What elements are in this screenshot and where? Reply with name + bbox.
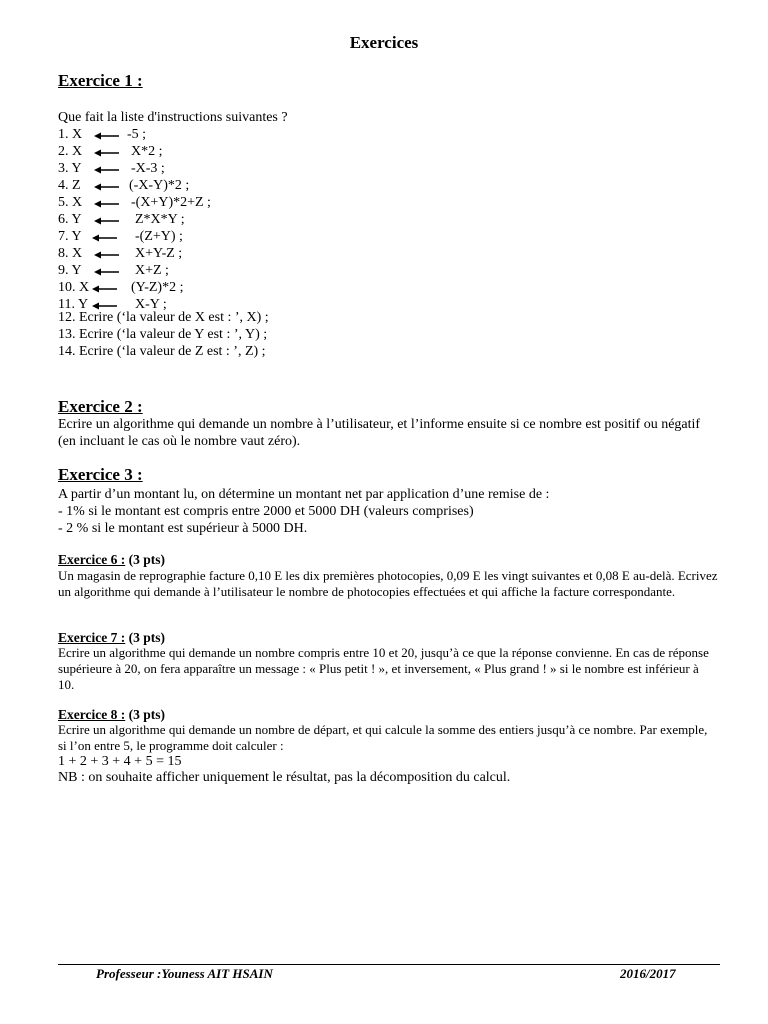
assignment-target: 7. Y bbox=[58, 229, 82, 244]
assignment-target: 8. X bbox=[58, 246, 83, 261]
assignment-target: 2. X bbox=[58, 144, 83, 159]
exercise-8-heading bbox=[58, 707, 165, 723]
assignment-target: 10. X bbox=[58, 280, 90, 295]
exercise-8-note: NB : on souhaite afficher uniquement le résultat, pas la décomposition du calcul. bbox=[58, 770, 511, 785]
assignment-expression: X+Y-Z ; bbox=[135, 246, 183, 261]
assignment-expression: Z*X*Y ; bbox=[135, 212, 185, 227]
assignment-expression: X+Z ; bbox=[135, 263, 169, 278]
exercise-8-title: Exercice 8 : bbox=[58, 707, 126, 722]
assignment-expression: -(Z+Y) ; bbox=[135, 229, 183, 244]
exercise-6-title: Exercice 6 : bbox=[58, 552, 126, 567]
exercise-3-line: A partir d’un montant lu, on détermine un montant net par application d’une remise de : bbox=[58, 487, 550, 502]
assignment-target: 6. Y bbox=[58, 212, 82, 227]
exercise-8-sum: 1 + 2 + 3 + 4 + 5 = 15 bbox=[58, 754, 182, 769]
left-arrow-icon bbox=[92, 233, 118, 243]
exercise-3-line: - 2 % si le montant est supérieur à 5000 DH. bbox=[58, 521, 308, 536]
exercise-7-title: Exercice 7 : bbox=[58, 630, 126, 645]
exercise-1-intro: Que fait la liste d'instructions suivantes ? bbox=[58, 110, 288, 125]
footer-rule bbox=[58, 964, 720, 965]
assignment-expression: (Y-Z)*2 ; bbox=[131, 280, 184, 295]
exercise-6-heading bbox=[58, 552, 165, 568]
exercise-7-heading bbox=[58, 630, 165, 646]
exercise-2-heading: Exercice 2 : bbox=[58, 397, 143, 416]
page-title: Exercices bbox=[349, 33, 419, 52]
assignment-target: 9. Y bbox=[58, 263, 82, 278]
exercise-6-text: Un magasin de reprographie facture 0,10 E les dix premières photocopies, 0,09 E les vingt suivantes et 0,08 E au-delà. Ecrivez un algorithme qui demande à l’utilisateur le nombre de photocopies effectuées et qui affiche la facture correspondante. bbox=[58, 568, 718, 599]
exercise-6-points: (3 pts) bbox=[128, 552, 165, 567]
assignment-expression: (-X-Y)*2 ; bbox=[129, 178, 190, 193]
exercise-2-text: Ecrire un algorithme qui demande un nombre à l’utilisateur, et l’informe ensuite si ce nombre est positif ou négatif (en incluant le cas où le nombre vaut zéro). bbox=[58, 417, 701, 449]
left-arrow-icon bbox=[94, 250, 120, 260]
write-line: 13. Ecrire (‘la valeur de Y est : ’, Y) ; bbox=[58, 327, 268, 342]
left-arrow-icon bbox=[94, 148, 120, 158]
assignment-target: 1. X bbox=[58, 127, 83, 142]
assignment-expression: X-Y ; bbox=[135, 297, 167, 312]
assignment-target: 3. Y bbox=[58, 161, 82, 176]
exercise-1-heading: Exercice 1 : bbox=[58, 71, 143, 90]
exercise-8-text: Ecrire un algorithme qui demande un nombre de départ, et qui calcule la somme des entiers jusqu’à ce nombre. Par exemple, si l’on entre 5, le programme doit calculer : bbox=[58, 722, 708, 753]
left-arrow-icon bbox=[94, 165, 120, 175]
assignment-target: 5. X bbox=[58, 195, 83, 210]
footer-professor: Professeur :Youness AIT HSAIN bbox=[96, 966, 273, 981]
assignment-expression: -(X+Y)*2+Z ; bbox=[131, 195, 211, 210]
exercise-7-text: Ecrire un algorithme qui demande un nombre compris entre 10 et 20, jusqu’à ce que la réponse convienne. En cas de réponse supérieure à 20, on fera apparaître un message : « Plus petit ! », et inversement, « Plus grand ! » si le nombre est inférieur à 10. bbox=[58, 645, 709, 692]
write-line: 14. Ecrire (‘la valeur de Z est : ’, Z) ; bbox=[58, 344, 266, 359]
assignment-target: 4. Z bbox=[58, 178, 81, 193]
assignment-target: 11. Y bbox=[58, 297, 89, 312]
exercise-3-heading: Exercice 3 : bbox=[58, 465, 143, 484]
exercise-7-points: (3 pts) bbox=[128, 630, 165, 645]
footer-year: 2016/2017 bbox=[620, 966, 676, 981]
left-arrow-icon bbox=[94, 267, 120, 277]
assignment-expression: -X-3 ; bbox=[131, 161, 165, 176]
assignment-expression: -5 ; bbox=[127, 127, 147, 142]
left-arrow-icon bbox=[94, 131, 120, 141]
write-line: 12. Ecrire (‘la valeur de X est : ’, X) ; bbox=[58, 310, 269, 325]
exercise-3-line: - 1% si le montant est compris entre 2000 et 5000 DH (valeurs comprises) bbox=[58, 504, 474, 519]
assignment-expression: X*2 ; bbox=[131, 144, 163, 159]
left-arrow-icon bbox=[92, 284, 118, 294]
exercise-8-points: (3 pts) bbox=[128, 707, 165, 722]
left-arrow-icon bbox=[94, 182, 120, 192]
left-arrow-icon bbox=[94, 199, 120, 209]
left-arrow-icon bbox=[94, 216, 120, 226]
